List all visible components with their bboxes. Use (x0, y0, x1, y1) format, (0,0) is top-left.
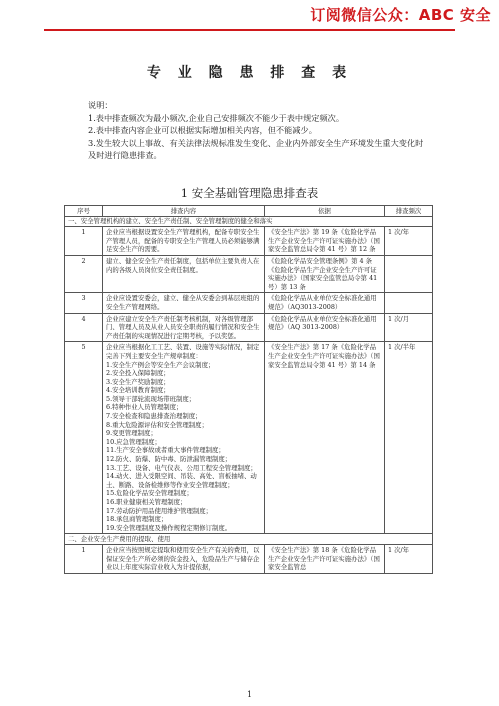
regulation-item: 5.领导干部轮流现场带班制度； (106, 394, 196, 403)
regulation-item: 15.危险化学品安全管理制度； (106, 489, 193, 498)
note-item: 1.表中排查频次为最小频次,企业自己安排频次不能少于表中规定频次。 (88, 112, 345, 123)
notes-heading: 说明： (88, 100, 113, 110)
category-label: 一、安全管理机构的建立、安全生产责任制、安全管理制度的健全和落实 (65, 216, 433, 227)
watermark-banner: 订阅微信公众：ABC 安全 (310, 6, 491, 24)
regulation-item: 19.安全管理制度及操作规程定期修订制度。 (106, 523, 232, 532)
regulation-item: 11.生产安全事故或者重大事件管理制度； (106, 446, 225, 455)
regulation-item: 2.安全投入保障制度； (106, 369, 170, 378)
document-title: 专 业 隐 患 排 查 表 (146, 65, 353, 81)
row-basis: 《危险化学品安全管理条例》第 4 条《危险化学品生产企业安全生产许可证实施办法》（国家安全监管总局令第 41 号）第 13 条 (265, 255, 385, 292)
regulation-item: 1.安全生产例会等安全生产会议制度； (106, 360, 215, 369)
row-no: 2 (65, 255, 103, 292)
regulation-item: 17.劳动防护用品使用维护管理制度； (106, 506, 213, 515)
header-rule (44, 29, 455, 31)
regulation-item: 18.承包商管理制度； (106, 515, 168, 524)
row-no: 1 (65, 544, 103, 573)
row-content: 企业应当根据设置安全生产管理机构，配备专职安全生产管理人员，配备的专职安全生产管理人员必须能够满足安全生产的需要。 (103, 227, 265, 256)
table-row (65, 293, 433, 313)
content-intro: 企业应当根据化工工艺、装置、设施等实际情况，制定完善下列主要安全生产规章制度： (106, 343, 260, 360)
hazard-checklist-table (64, 205, 433, 574)
row-content (103, 342, 265, 534)
table-row (65, 313, 433, 342)
row-content: 企业应当按照规定提取和使用安全生产有关的费用，以保证安全生产所必须的资金投入，危险品生产与储存企业以上年度实际营业收入为计提依据， (103, 544, 265, 573)
note-item: 2.表中排查内容企业可以根据实际增加相关内容，但不能减少。 (88, 125, 317, 135)
category-row (65, 216, 433, 227)
regulation-item: 9.变更管理制度； (106, 429, 157, 438)
category-row (65, 534, 433, 545)
row-basis: 《危险化学品从业单位安全标准化通用规范》（AQ3013-2008） (265, 293, 385, 313)
row-content: 建立、健全安全生产责任制度，包括单位主要负责人在内的各级人员岗位安全责任制度。 (103, 255, 265, 292)
row-content: 企业应建立安全生产责任制考核机制，对各级管理部门、管理人员及从业人员安全职责的履行情况和安全生产责任制的实现情况进行定期考核，予以奖惩。 (103, 313, 265, 342)
row-no: 5 (65, 342, 103, 534)
table-row (65, 342, 433, 534)
table-row (65, 544, 433, 573)
row-basis: 《安全生产法》第 18 条《危险化学品生产企业安全生产许可证实施办法》（国家安全监管总 (265, 544, 385, 573)
header-no: 序号 (65, 206, 103, 217)
regulation-item: 8.重大危险源评估和安全管理制度； (106, 420, 208, 429)
header-basis: 依据 (265, 206, 385, 217)
page-number: 1 (246, 690, 253, 699)
row-content: 企业应设置安委会，建立、健全从安委会到基层班组的安全生产管理网络。 (103, 293, 265, 313)
row-basis: 《安全生产法》第 17 条《危险化学品生产企业安全生产许可证实施办法》（国家安全监管总局令第 41 号）第 14 条 (265, 342, 385, 534)
row-frequency (385, 293, 433, 313)
regulation-item: 10.应急管理制度； (106, 437, 161, 446)
regulation-item: 14.动火、进入受限空间、吊装、高处、盲板抽堵、动土、断路、设备检维修等作业安全管理制度； (106, 472, 257, 489)
row-frequency: 1 次/半年 (385, 342, 433, 534)
row-frequency (385, 255, 433, 292)
category-label: 二、企业安全生产费用的提取、使用 (65, 534, 433, 545)
regulation-item: 13.工艺、设备、电气仪表、公用工程安全管理制度； (106, 463, 257, 472)
row-no: 4 (65, 313, 103, 342)
section-title: 1 安全基础管理隐患排查表 (180, 186, 319, 200)
regulation-item: 12.防火、防爆、防中毒、防泄漏管理制度； (106, 455, 232, 464)
regulation-item: 7.安全检查和隐患排查治理制度； (106, 412, 202, 421)
regulation-item: 4.安全培训教育制度； (106, 386, 170, 395)
note-item: 3.发生较大以上事故、有关法律法规标准发生变化、企业内外部安全生产环境发生重大变化时及时进行隐患排查。 (88, 137, 424, 160)
row-basis: 《安全生产法》第 19 条《危险化学品生产企业安全生产许可证实施办法》（国家安全监管总局令第 41 号）第 12 条 (265, 227, 385, 256)
table-row (65, 255, 433, 292)
table-header-row (65, 206, 433, 217)
table-row (65, 227, 433, 256)
row-frequency: 1 次/年 (385, 544, 433, 573)
row-no: 1 (65, 227, 103, 256)
row-no: 3 (65, 293, 103, 313)
row-basis: 《危险化学品从业单位安全标准化通用规范》（AQ 3013-2008） (265, 313, 385, 342)
regulation-item: 16.职业健康相关管理制度； (106, 498, 187, 506)
header-frequency: 排查频次 (385, 206, 433, 217)
row-frequency: 1 次/月 (385, 313, 433, 342)
regulation-item: 3.安全生产奖励制度； (106, 377, 170, 386)
row-frequency: 1 次/年 (385, 227, 433, 256)
notes-block (88, 99, 428, 162)
regulation-item: 6.特种作业人员管理制度； (106, 403, 183, 412)
header-content: 排查内容 (103, 206, 265, 217)
